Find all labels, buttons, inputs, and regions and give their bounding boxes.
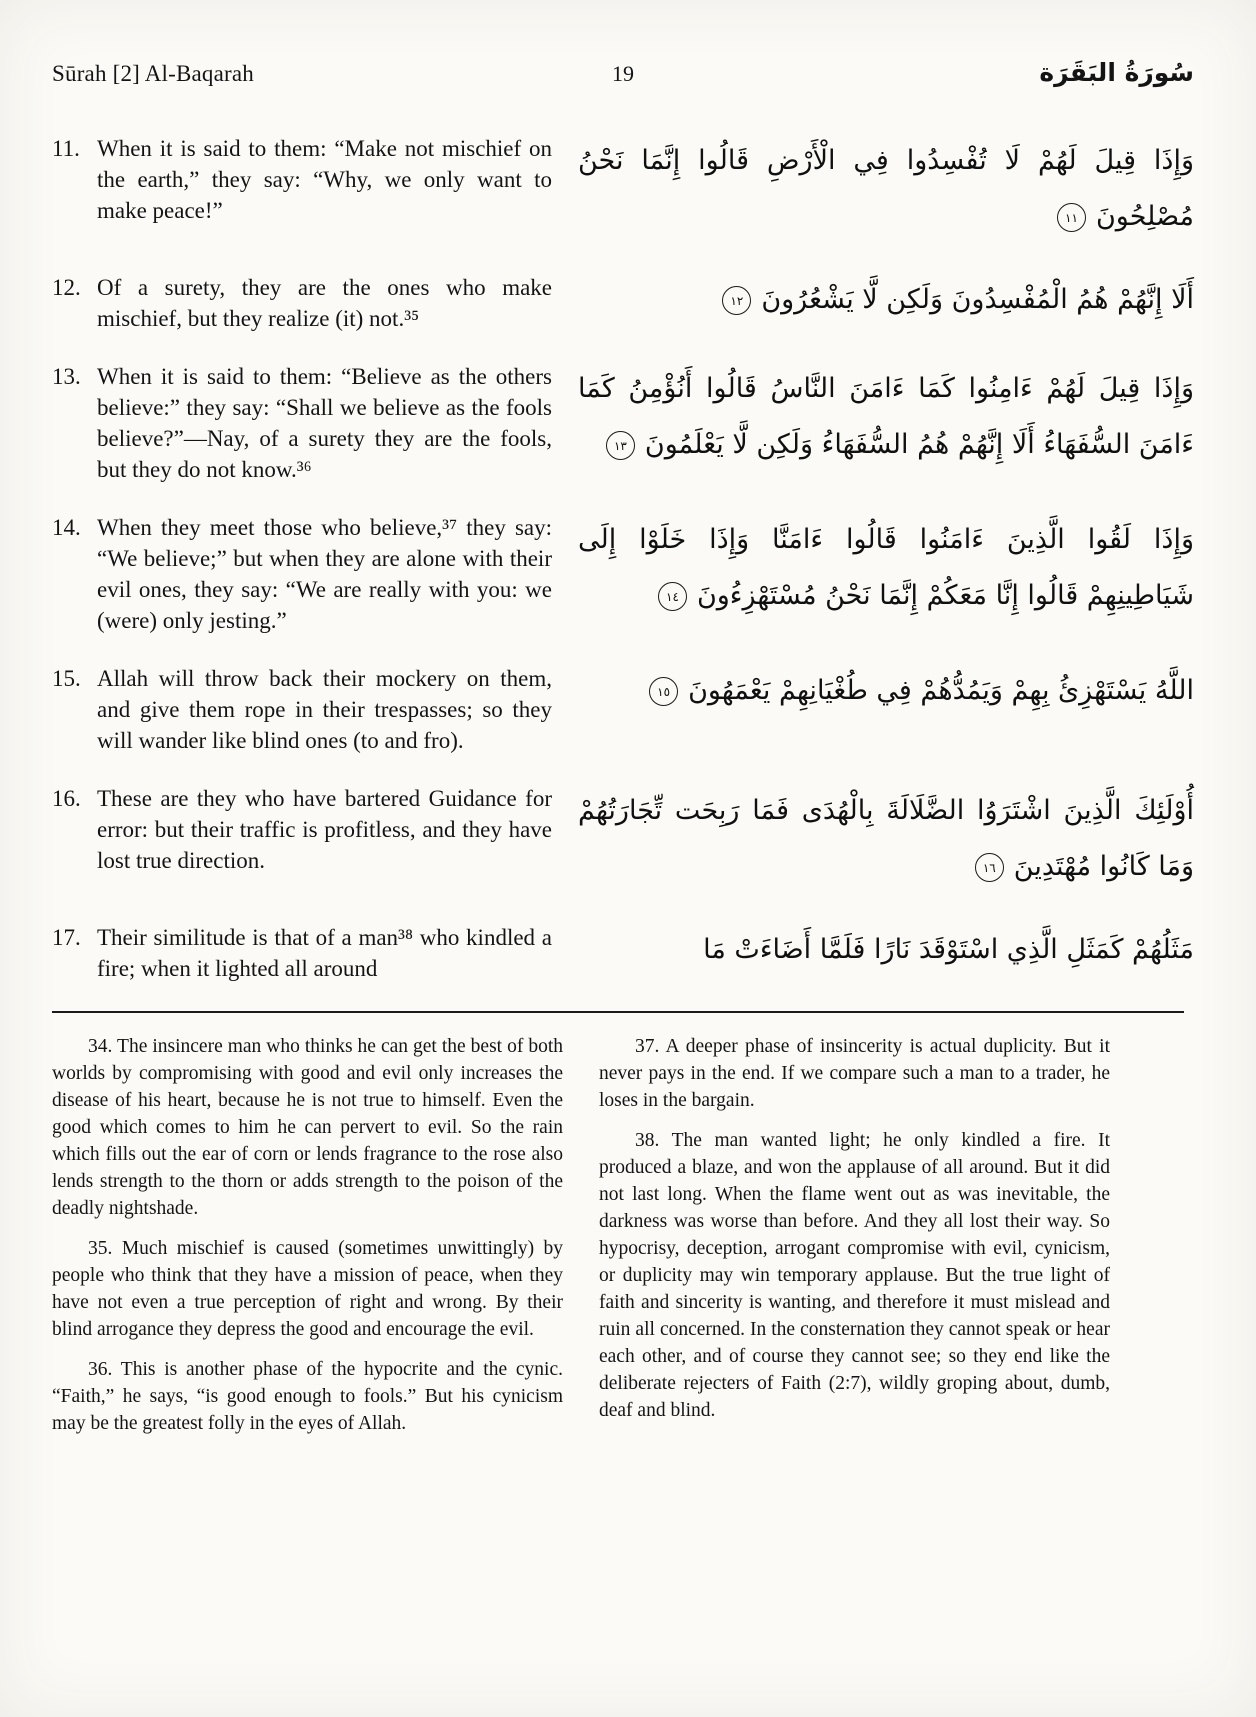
footnote-36: [52, 1356, 563, 1437]
ayah-end-marker: ١٣: [606, 431, 635, 460]
verse-number: 13.: [52, 364, 81, 389]
verse-number: 16.: [52, 786, 81, 811]
footnote-divider: [52, 1011, 1184, 1013]
footnote-38: [599, 1127, 1110, 1424]
verse-row-11: [52, 133, 1194, 245]
verse-arabic-14: [578, 512, 1194, 624]
page-number: 19: [612, 61, 634, 86]
arabic-text: أَلَا إِنَّهُمْ هُمُ الْمُفْسِدُونَ وَلَكِن لَّا يَشْعُرُونَ: [761, 284, 1194, 315]
footnote-text: A deeper phase of insincerity is actual duplicity. But it never pays in the end. If we compare such a man to a trader, he loses in the bargain.: [599, 1036, 1110, 1111]
verse-arabic-17: [578, 922, 1194, 978]
surah-title-arabic: سُورَةُ البَقَرَة: [1039, 58, 1194, 87]
verse-english-text: Their similitude is that of a man³⁸ who kindled a fire; when it lighted all around: [97, 925, 552, 981]
arabic-text: مَثَلُهُمْ كَمَثَلِ الَّذِي اسْتَوْقَدَ نَارًا فَلَمَّا أَضَاءَتْ مَا: [703, 934, 1194, 965]
verse-row-14: [52, 512, 1194, 636]
verse-arabic-11: [578, 133, 1194, 245]
ayah-end-marker: ١٦: [975, 853, 1004, 882]
verse-arabic-12: [578, 272, 1194, 328]
verse-english-16: [52, 783, 552, 876]
footnote-number: 35.: [88, 1238, 113, 1259]
footnote-number: 36.: [88, 1359, 113, 1380]
ayah-end-marker: ١١: [1057, 203, 1086, 232]
footnote-35: [52, 1235, 563, 1343]
footnotes-right-column: [599, 1033, 1110, 1450]
verse-row-15: [52, 663, 1194, 756]
arabic-text: وَإِذَا قِيلَ لَهُمْ ءَامِنُوا كَمَا ءَامَنَ النَّاسُ قَالُوا أَنُؤْمِنُ كَمَا ءَامَنَ السُّفَهَاءُ أَلَا إِنَّهُمْ هُمُ السُّفَهَاءُ وَلَكِن لَّا يَعْلَمُونَ: [578, 373, 1194, 460]
footnotes-left-column: [52, 1033, 563, 1450]
verse-english-text: Allah will throw back their mockery on them, and give them rope in their trespasses; so they will wander like blind ones (to and fro).: [97, 666, 552, 753]
surah-title-english: Sūrah [2] Al-Baqarah: [52, 61, 254, 86]
verse-number: 11.: [52, 136, 80, 161]
verse-row-16: [52, 783, 1194, 895]
verse-arabic-16: [578, 783, 1194, 895]
verse-english-text: Of a surety, they are the ones who make mischief, but they realize (it) not.³⁵: [97, 275, 552, 331]
arabic-text: اللَّهُ يَسْتَهْزِئُ بِهِمْ وَيَمُدُّهُمْ فِي طُغْيَانِهِمْ يَعْمَهُونَ: [688, 675, 1194, 706]
verse-row-12: [52, 272, 1194, 334]
verse-english-11: [52, 133, 552, 226]
footnote-34: [52, 1033, 563, 1222]
footnote-text: The man wanted light; he only kindled a fire. It produced a blaze, and won the applause of all around. But it did not last long. When the flame went out as was inevitable, the darkness was worse than before. And they all lost their way. So hypocrisy, deception, arrogant compromise with evil, cynicism, or duplicity may win temporary applause. But the true light of faith and sincerity is wanting, and therefore it must mislead and ruin all concerned. In the consternation they cannot speak or hear each other, and of course they cannot see; so they end like the deliberate rejecters of Faith (2:7), wildly groping about, dumb, deaf and blind.: [599, 1130, 1110, 1421]
verse-arabic-15: [578, 663, 1194, 719]
footnote-number: 38.: [635, 1130, 660, 1151]
verse-english-13: [52, 361, 552, 485]
footnotes-section: [52, 1033, 1110, 1450]
verses-section: [52, 133, 1194, 984]
verse-english-text: When it is said to them: “Make not mischief on the earth,” they say: “Why, we only want to make peace!”: [97, 136, 552, 223]
verse-number: 12.: [52, 275, 81, 300]
ayah-end-marker: ١٤: [658, 582, 687, 611]
footnote-number: 34.: [88, 1036, 113, 1057]
verse-number: 15.: [52, 666, 81, 691]
verse-english-12: [52, 272, 552, 334]
arabic-text: وَإِذَا لَقُوا الَّذِينَ ءَامَنُوا قَالُوا ءَامَنَّا وَإِذَا خَلَوْا إِلَى شَيَاطِينِهِمْ قَالُوا إِنَّا مَعَكُمْ إِنَّمَا نَحْنُ مُسْتَهْزِءُونَ: [578, 524, 1194, 611]
ayah-end-marker: ١٢: [722, 286, 751, 315]
verse-english-17: [52, 922, 552, 984]
footnote-text: The insincere man who thinks he can get the best of both worlds by compromising with good and evil only increases the disease of his heart, because he is not true to himself. Even the good which comes to him he can pervert to evil. So the rain which fills out the ear of corn or lends fragrance to the rose also lends strength to the thorn or adds strength to the poison of the deadly nightshade.: [52, 1036, 563, 1219]
footnote-number: 37.: [635, 1036, 660, 1057]
footnote-text: Much mischief is caused (sometimes unwittingly) by people who think that they have a mission of peace, when they have not even a true perception of right and wrong. By their blind arrogance they depress the good and encourage the evil.: [52, 1238, 564, 1340]
verse-english-text: When they meet those who believe,³⁷ they say: “We believe;” but when they are alone with their evil ones, they say: “We are really with you: we (were) only jesting.”: [97, 515, 552, 633]
verse-english-text: These are they who have bartered Guidance for error: but their traffic is profitless, and they have lost true direction.: [97, 786, 552, 873]
verse-row-13: [52, 361, 1194, 485]
arabic-text: وَإِذَا قِيلَ لَهُمْ لَا تُفْسِدُوا فِي الْأَرْضِ قَالُوا إِنَّمَا نَحْنُ مُصْلِحُونَ: [578, 145, 1194, 232]
verse-number: 14.: [52, 515, 81, 540]
arabic-text: أُوْلَئِكَ الَّذِينَ اشْتَرَوُا الضَّلَالَةَ بِالْهُدَى فَمَا رَبِحَت تِّجَارَتُهُمْ وَمَا كَانُوا مُهْتَدِينَ: [578, 795, 1194, 882]
verse-english-14: [52, 512, 552, 636]
verse-number: 17.: [52, 925, 81, 950]
footnote-text: This is another phase of the hypocrite and the cynic. “Faith,” he says, “is good enough to fools.” But his cynicism may be the greatest folly in the eyes of Allah.: [52, 1359, 563, 1434]
verse-english-15: [52, 663, 552, 756]
ayah-end-marker: ١٥: [649, 677, 678, 706]
verse-row-17: [52, 922, 1194, 984]
verse-arabic-13: [578, 361, 1194, 473]
footnote-37: [599, 1033, 1110, 1114]
page-header: [52, 58, 1194, 87]
verse-english-text: When it is said to them: “Believe as the others believe:” they say: “Shall we believe as the fools believe?”—Nay, of a surety they are the fools, but they do not know.³⁶: [97, 364, 552, 482]
